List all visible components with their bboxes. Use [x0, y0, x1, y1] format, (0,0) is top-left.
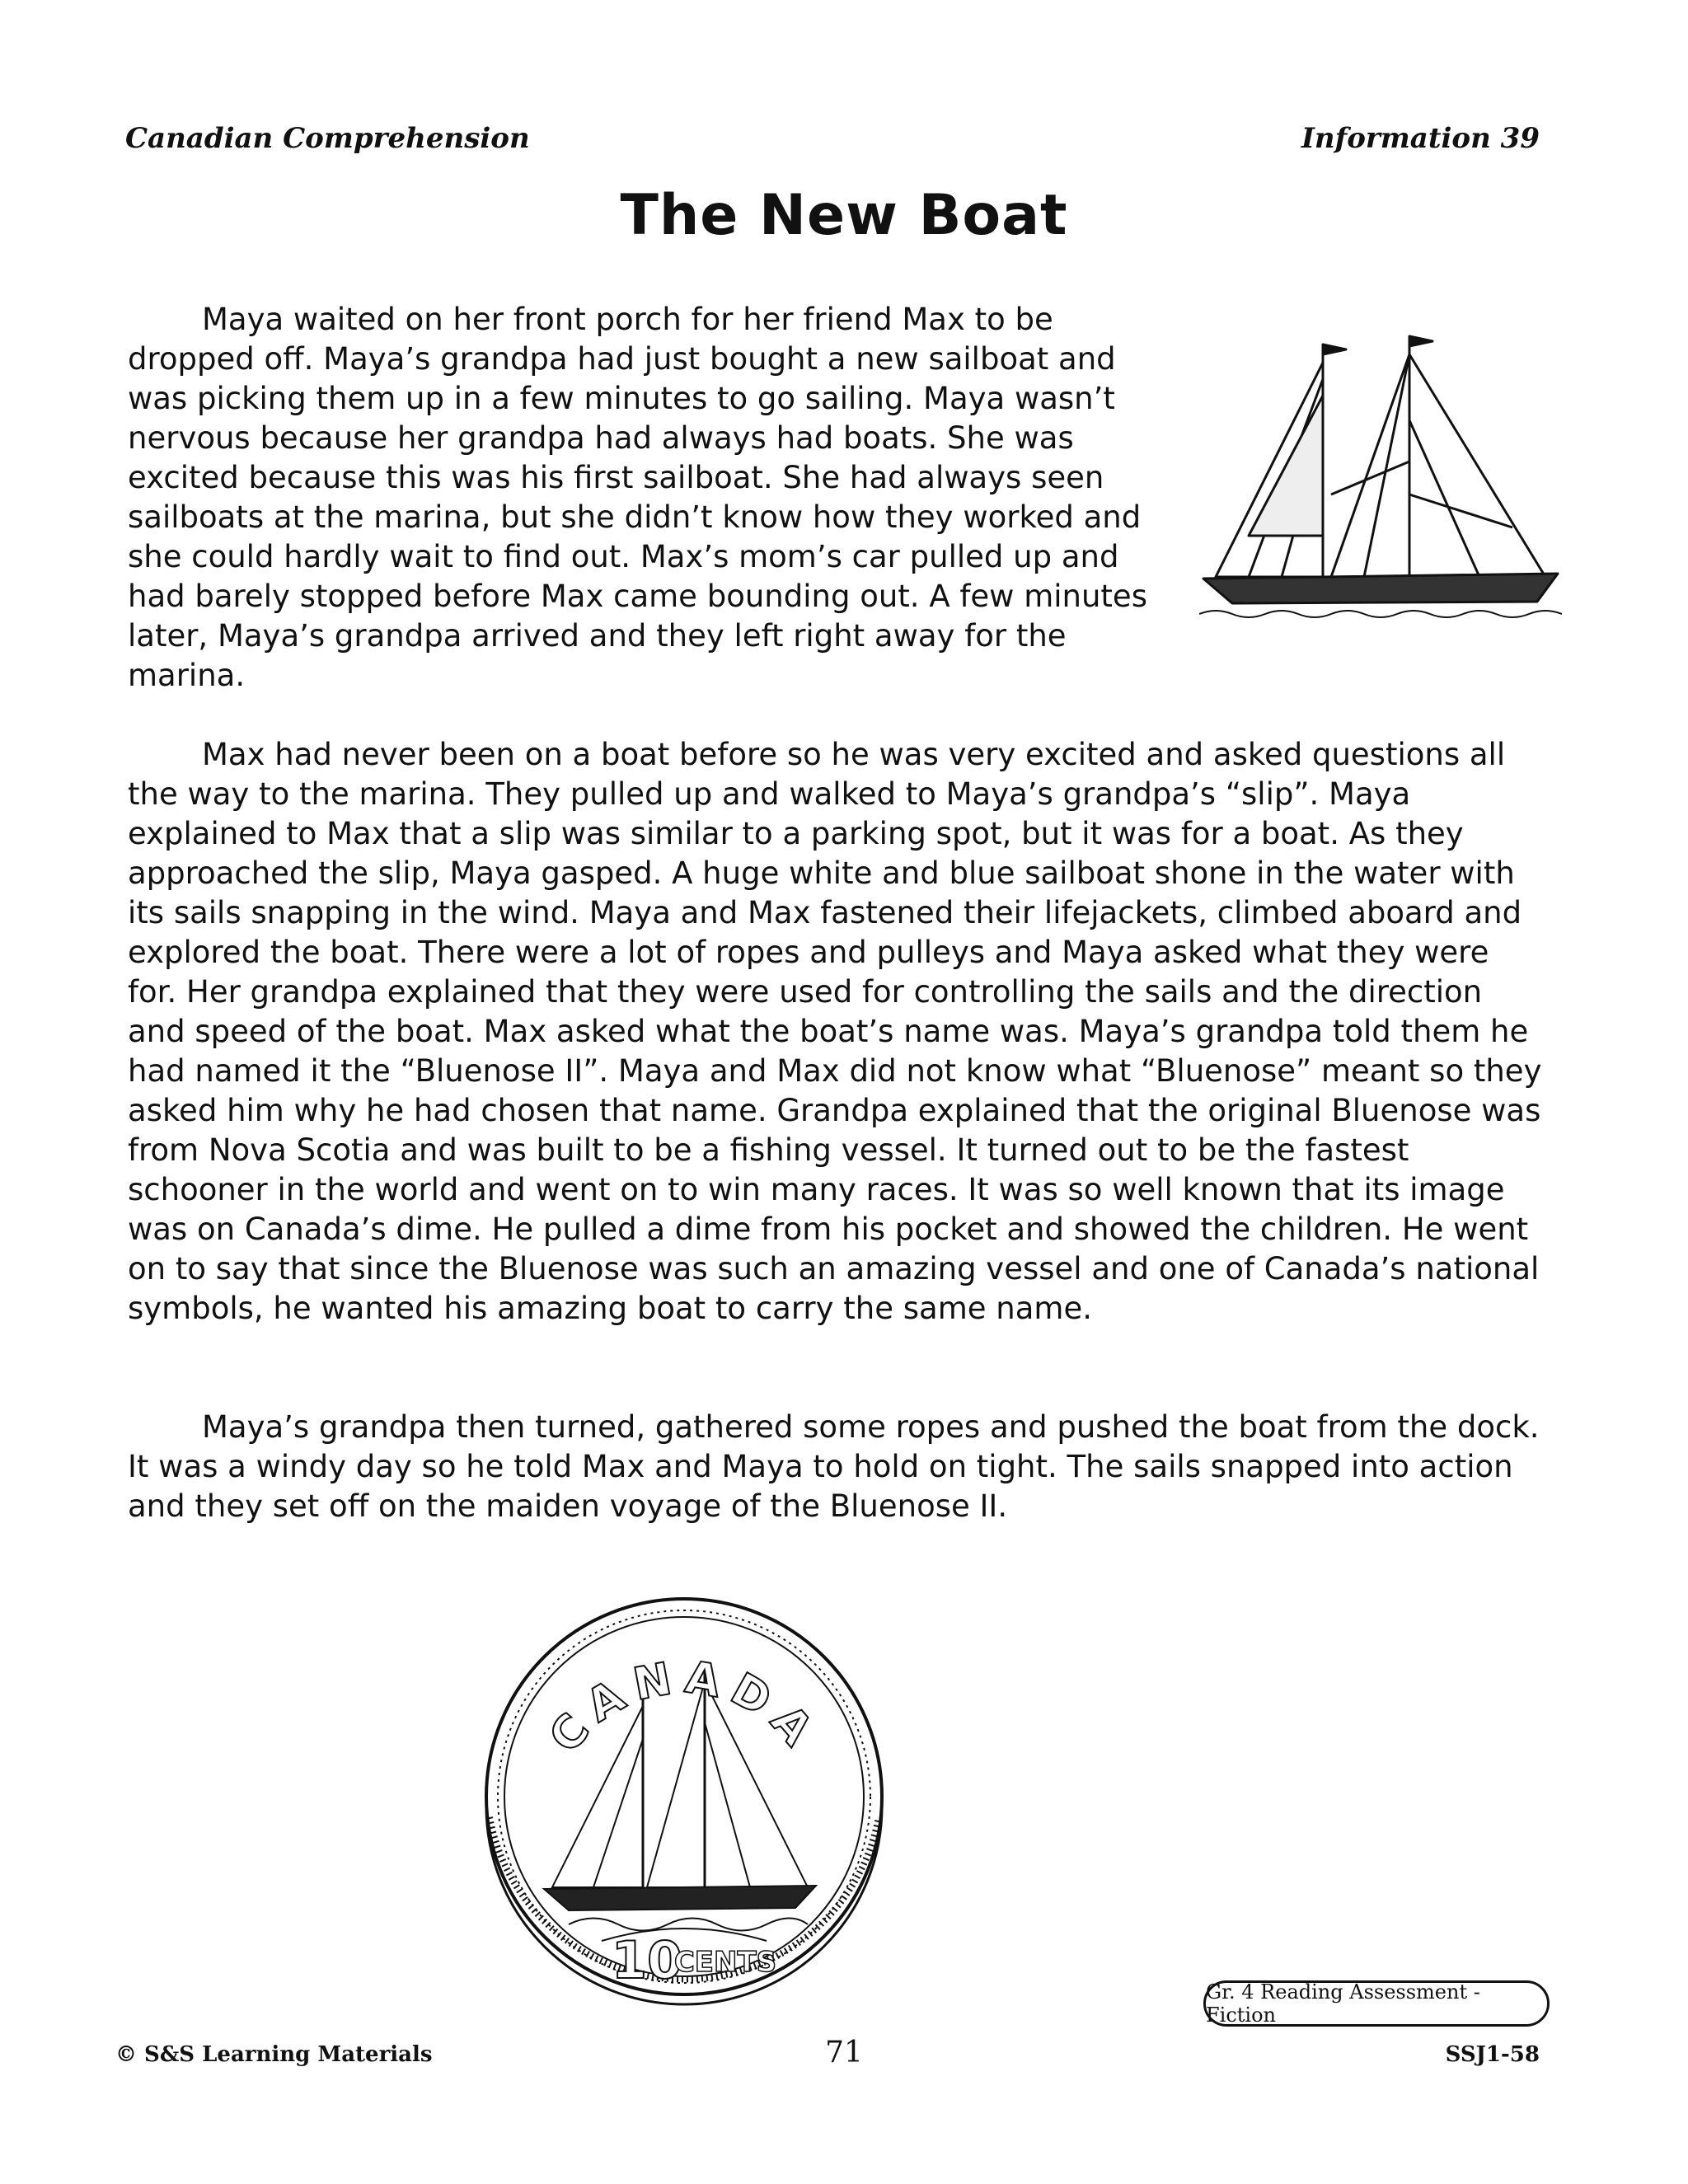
paragraph-3: Maya’s grandpa then turned, gathered some ropes and pushed the boat from the dock. It was a windy day so he told Max and Maya to hold on tight. The sails snapped into action and they set off on the maiden voyage of the Bluenose II.	[128, 1409, 1540, 1524]
coin-value-number: 10	[611, 1930, 683, 1990]
page-number: 71	[825, 2036, 863, 2069]
footer-code: SSJ1-58	[1445, 2042, 1540, 2067]
schooner-illustration	[1199, 330, 1562, 626]
header-right-label: Information 39	[1301, 122, 1540, 155]
coin-country-text: CANADA	[538, 1651, 830, 1763]
dime-coin-illustration	[478, 1591, 890, 2011]
page-title: The New Boat	[620, 183, 1068, 248]
assessment-badge: Gr. 4 Reading Assessment - Fiction	[1203, 1980, 1550, 2027]
paragraph-2: Max had never been on a boat before so he was very excited and asked questions all the way to the marina. They pulled up and walked to Maya’s grandpa’s “slip”. Maya explained to Max that a slip was similar to a parking spot, but it was for a boat. As they approached the slip, Maya gasped. A huge white and blue sailboat shone in the water with its sails snapping in the wind. Maya and Max fastened their lifejackets, climbed aboard and explored the boat. There were a lot of ropes and pulleys and Maya asked what they were for. Her grandpa explained that they were used for controlling the sails and the direction and speed of the boat. Max asked what the boat’s name was. Maya’s grandpa told them he had named it the “Bluenose II”. Maya and Max did not know what “Bluenose” meant so they asked him why he had chosen that name. Grandpa explained that the original Bluenose was from Nova Scotia and was built to be a fishing vessel. It turned out to be the fastest schooner in the world and went on to win many races. It was so well known that its image was on Canada’s dime. He pulled a dime from his pocket and showed the children. He went on to say that since the Bluenose was such an amazing vessel and one of Canada’s national symbols, he wanted his amazing boat to carry the same name.	[128, 737, 1542, 1326]
paragraph-1: Maya waited on her front porch for her friend Max to be dropped off. Maya’s grandpa had just bought a new sailboat and was picking them up in a few minutes to go sailing. Maya wasn’t nervous because her grandpa had always had boats. She was excited because this was his first sailboat. She had always seen sailboats at the marina, but she didn’t know how they worked and she could hardly wait to find out. Max’s mom’s car pulled up and had barely stopped before Max came bounding out. A few minutes later, Maya’s grandpa arrived and they left right away for the marina.	[128, 302, 1147, 693]
footer-copyright: © S&S Learning Materials	[115, 2042, 433, 2067]
coin-value-word: CENTS	[673, 1946, 777, 1979]
header-left-title: Canadian Comprehension	[125, 122, 530, 155]
